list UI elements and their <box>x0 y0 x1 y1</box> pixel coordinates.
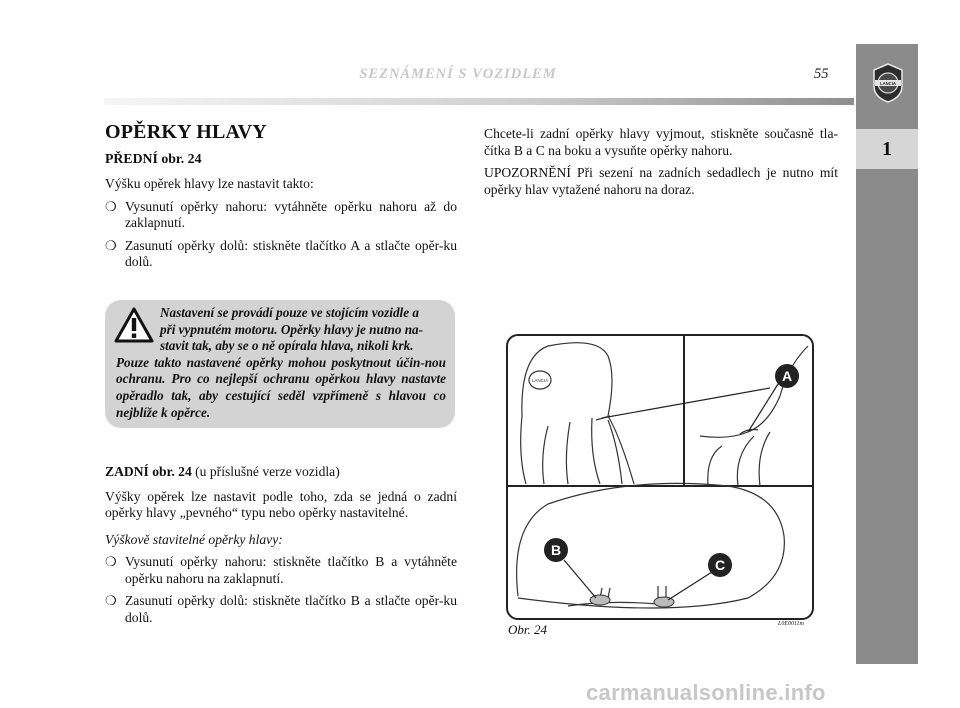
rear-text: Výšky opěrek lze nastavit podle toho, zda se jedná o zadní opěrky hlavy „pevného“ typu nebo opěrky nastavitelné. <box>105 488 457 520</box>
bullet-icon: ❍ <box>105 237 117 253</box>
right-column <box>484 126 838 204</box>
left-column <box>105 121 457 277</box>
remove-instructions: Chcete-li zadní opěrky hlavy vyjmout, stiskněte současně tla-čítka B a C na boku a vysuňte opěrky nahoru. <box>484 126 838 158</box>
warning-line: Pouze takto nastavené opěrky mohou poskytnout účin-nou ochranu. Pro co nejlepší ochranu opěrkou hlavy nastavte opěradlo tak, aby cestující seděl vzpřímeně s hlavou co nejblíže k opěrce. <box>116 354 446 420</box>
lancia-logo-icon <box>871 62 905 104</box>
headrest-figure <box>506 334 814 620</box>
intro-text: Výšku opěrek hlavy lze nastavit takto: <box>105 176 314 191</box>
list-item-text: Zasunutí opěrky dolů: stiskněte tlačítko A a stlačte opěr-ku dolů. <box>125 237 457 269</box>
bullet-icon: ❍ <box>105 554 117 569</box>
rear-warning-note: UPOZORNĚNÍ Při sezení na zadních sedadlech je nutno mít opěrky hlav vytažené nahoru na doraz. <box>484 165 838 197</box>
label-a: A <box>781 368 793 384</box>
warning-line: při vypnutém motoru. Opěrky hlavy je nutno na- <box>160 321 424 337</box>
rear-subheading: ZADNÍ obr. 24 <box>105 464 192 479</box>
warning-line: Nastavení se provádí pouze ve stojícím vozidle a <box>160 305 419 320</box>
svg-text:LANCIA: LANCIA <box>531 378 549 383</box>
list-item <box>105 554 457 587</box>
list-item-text: Zasunutí opěrky dolů: stiskněte tlačítko B a stlačte opěr-ku dolů. <box>125 593 457 625</box>
rear-section <box>105 464 457 632</box>
list-item <box>105 593 457 626</box>
front-subheading: PŘEDNÍ obr. 24 <box>105 150 202 166</box>
figure-code: L0E0011m <box>778 621 804 627</box>
list-item <box>105 199 457 232</box>
bullet-icon: ❍ <box>105 198 117 214</box>
warning-text <box>116 305 446 421</box>
headrest-illustration <box>508 336 812 618</box>
watermark: carmanualsonline.info <box>586 680 826 705</box>
figure-caption: Obr. 24 <box>508 622 548 637</box>
list-item-text: Vysunutí opěrky nahoru: vytáhněte opěrku nahoru až do zaklapnutí. <box>125 198 457 230</box>
list-item-text: Vysunutí opěrky nahoru: stiskněte tlačítko B a vytáhněte opěrku nahoru na zaklapnutí. <box>125 554 457 586</box>
label-c: C <box>714 557 726 573</box>
list-item <box>105 238 457 271</box>
section-heading: OPĚRKY HLAVY <box>105 121 267 143</box>
adjustable-note: Výškově stavitelné opěrky hlavy: <box>105 531 283 547</box>
warning-line: stavit tak, aby se o ně opírala hlava, nikoli krk. <box>160 338 414 354</box>
header-rule <box>104 98 854 105</box>
bullet-icon: ❍ <box>105 593 117 608</box>
running-header: SEZNÁMENÍ S VOZIDLEM <box>359 66 557 82</box>
page-number: 55 <box>814 66 829 82</box>
chapter-number: 1 <box>856 129 918 169</box>
rear-subheading-note: (u příslušné verze vozidla) <box>191 464 340 479</box>
label-b: B <box>550 542 562 558</box>
svg-text:LANCIA: LANCIA <box>880 81 896 86</box>
